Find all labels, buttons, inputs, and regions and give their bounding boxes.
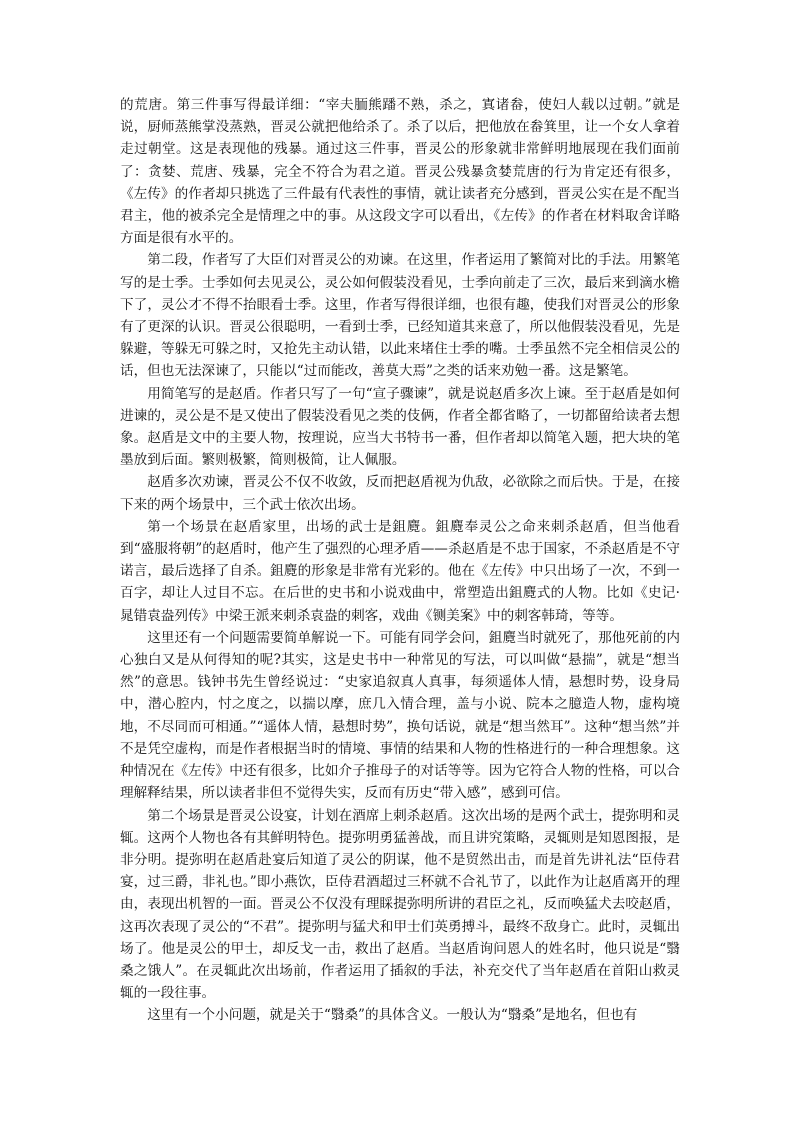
paragraph-2: 第二段，作者写了大臣们对晋灵公的劝谏。在这里，作者运用了繁简对比的手法。用繁笔写的是士季。士季如何去见灵公，灵公如何假装没看见，士季向前走了三次，最后来到滴水檐下了，灵公才不得不抬眼看士季。这里，作者写得很详细，也很有趣，使我们对晋灵公的形象有了更深的认识。晋灵公很聪明，一看到士季，已经知道其来意了，所以他假装没看见，先是躲避，等躲无可躲之时，又抢先主动认错，以此来堵住士季的嘴。士季虽然不完全相信灵公的话，但也无法深谏了，只能以“过而能改，善莫大焉”之类的话来劝勉一番。这是繁笔。 <box>120 252 680 380</box>
paragraph-8: 这里有一个小问题，就是关于“翳桑”的具体含义。一般认为“翳桑”是地名，但也有 <box>147 1007 638 1024</box>
paragraph-1: 的荒唐。第三件事写得最详细：“宰夫胹熊蹯不熟，杀之，寘诸畚，使妇人载以过朝。”就是说，厨师蒸熊掌没蒸熟，晋灵公就把他给杀了。杀了以后，把他放在畚箕里，让一个女人拿着走过朝堂。这是表现他的残暴。通过这三件事，晋灵公的形象就非常鲜明地展现在我们面前了：贪婪、荒唐、残暴，完全不符合为君之道。晋灵公残暴贪婪荒唐的行为肯定还有很多，《左传》的作者却只挑选了三件最有代表性的事情，就让读者充分感到，晋灵公实在是不配当君主，他的被杀完全是情理之中的事。从这段文字可以看出，《左传》的作者在材料取舍详略方面是很有水平的。 <box>120 97 680 247</box>
paragraph-3: 用简笔写的是赵盾。作者只写了一句“宣子骤谏”，就是说赵盾多次上谏。至于赵盾是如何进谏的，灵公是不是又使出了假装没看见之类的伎俩，作者全都省略了，一切都留给读者去想象。赵盾是文中的主要人物，按理说，应当大书特书一番，但作者却以简笔入题，把大块的笔墨放到后面。繁则极繁，简则极简，让人佩服。 <box>120 385 680 469</box>
paragraph-5: 第一个场景在赵盾家里，出场的武士是鉏麑。鉏麑奉灵公之命来刺杀赵盾，但当他看到“盛服将朝”的赵盾时，他产生了强烈的心理矛盾——杀赵盾是不忠于国家，不杀赵盾是不守诺言，最后选择了自杀。鉏麑的形象是非常有光彩的。他在《左传》中只出场了一次，不到一百字，却让人过目不忘。在后世的史书和小说戏曲中，常塑造出鉏麑式的人物。比如《史记·晁错袁盎列传》中梁王派来刺杀袁盎的刺客，戏曲《铡美案》中的刺客韩琦，等等。 <box>120 518 680 624</box>
paragraph-4: 赵盾多次劝谏，晋灵公不仅不收敛，反而把赵盾视为仇敌，必欲除之而后快。于是，在接下来的两个场景中，三个武士依次出场。 <box>120 474 680 513</box>
document-page <box>120 94 680 1027</box>
paragraph-7: 第二个场景是晋灵公设宴，计划在酒席上刺杀赵盾。这次出场的是两个武士，提弥明和灵辄。这两个人物也各有其鲜明特色。提弥明勇猛善战，而且讲究策略，灵辄则是知恩图报，是非分明。提弥明在赵盾赴宴后知道了灵公的阴谋，他不是贸然出击，而是首先讲礼法“臣侍君宴，过三爵，非礼也。”即小燕饮，臣侍君酒超过三杯就不合礼节了，以此作为让赵盾离开的理由，表现出机智的一面。晋灵公不仅没有理睬提弥明所讲的君臣之礼，反而唤猛犬去咬赵盾，这再次表现了灵公的“不君”。提弥明与猛犬和甲士们英勇搏斗，最终不敌身亡。此时，灵辄出场了。他是灵公的甲士，却反戈一击，救出了赵盾。当赵盾询问恩人的姓名时，他只说是“翳桑之饿人”。在灵辄此次出场前，作者运用了插叙的手法，补充交代了当年赵盾在首阳山救灵辄的一段往事。 <box>120 807 680 1002</box>
paragraph-6: 这里还有一个问题需要简单解说一下。可能有同学会问，鉏麑当时就死了，那他死前的内心独白又是从何得知的呢?其实，这是史书中一种常见的写法，可以叫做“悬揣”，就是“想当然”的意思。钱钟书先生曾经说过：“史家追叙真人真事，每须遥体人情，悬想时势，设身局中，潜心腔内，忖之度之，以揣以摩，庶几入情合理，盖与小说、院本之臆造人物，虚构境地，不尽同而可相通。”“遥体人情，悬想时势”，换句话说，就是“想当然耳”。这种“想当然”并不是凭空虚构，而是作者根据当时的情境、事情的结果和人物的性格进行的一种合理想象。这种情况在《左传》中还有很多，比如介子推母子的对话等等。因为它符合人物的性格，可以合理解释结果，所以读者非但不觉得失实，反而有历史“带入感”，感到可信。 <box>120 629 680 802</box>
